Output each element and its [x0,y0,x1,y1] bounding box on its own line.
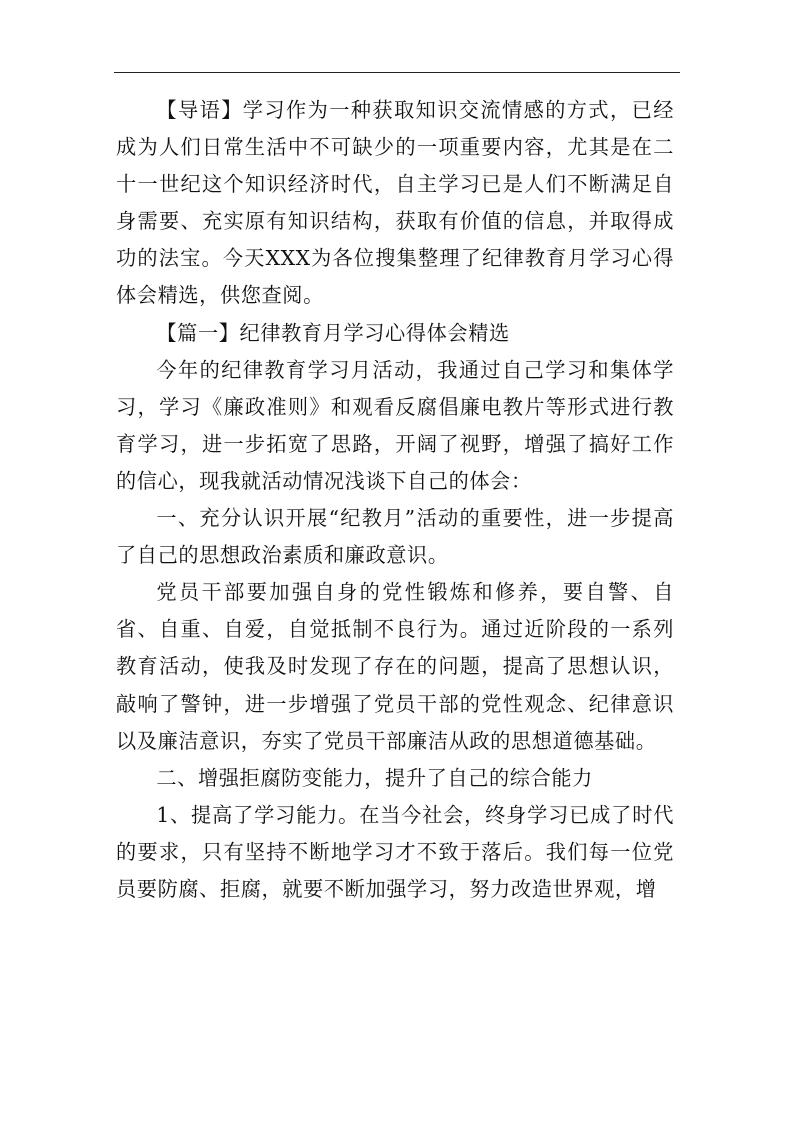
subheading-point-one: 一、充分认识开展“纪教月”活动的重要性，进一步提高了自己的思想政治素质和廉政意识。 [116,506,674,568]
body-paragraph: 1、提高了学习能力。在当今社会，终身学习已成了时代的要求，只有坚持不断地学习才不致于落后。我们每一位党员要防腐、拒腐，就要不断加强学习，努力改造世界观，增 [116,802,674,901]
subheading-point-two: 二、增强拒腐防变能力，提升了自己的综合能力 [156,765,593,790]
document-body [116,92,674,908]
body-paragraph: 今年的纪律教育学习月活动，我通过自己学习和集体学习，学习《廉政准则》和观看反腐倡廉电教片等形式进行教育学习，进一步拓宽了思路，开阔了视野，增强了搞好工作的信心，现我就活动情况浅谈下自己的体会： [116,357,674,493]
header-divider [114,72,680,73]
intro-paragraph: 【导语】学习作为一种获取知识交流情感的方式，已经成为人们日常生活中不可缺少的一项重要内容，尤其是在二十一世纪这个知识经济时代，自主学习已是人们不断满足自身需要、充实原有知识结构，获取有价值的信息，并取得成功的法宝。今天XXX为各位搜集整理了纪律教育月学习心得体会精选，供您查阅。 [116,98,674,308]
section-heading-part-one: 【篇一】纪律教育月学习心得体会精选 [156,320,510,345]
body-paragraph: 党员干部要加强自身的党性锻炼和修养，要自警、自省、自重、自爱，自觉抵制不良行为。通过近阶段的一系列教育活动，使我及时发现了存在的问题，提高了思想认识，敲响了警钟，进一步增强了党员干部的党性观念、纪律意识以及廉洁意识，夯实了党员干部廉洁从政的思想道德基础。 [116,580,674,753]
